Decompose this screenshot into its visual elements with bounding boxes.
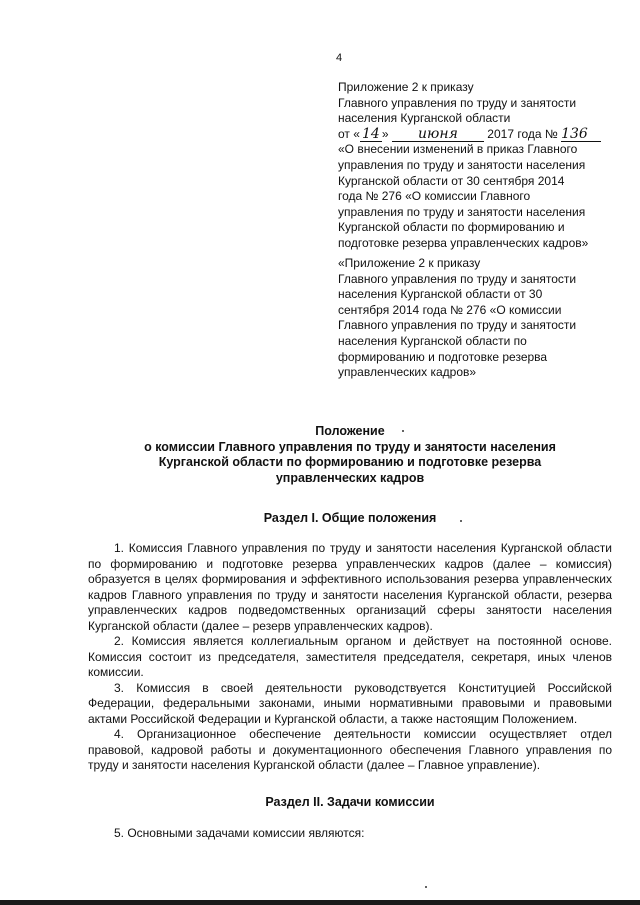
title-line: Положение bbox=[315, 424, 385, 438]
appendix-original-line: населения Курганской области по bbox=[338, 333, 527, 348]
date-day: 14 bbox=[360, 128, 382, 142]
section-1-heading: Раздел I. Общие положения bbox=[263, 511, 437, 525]
scan-speck bbox=[402, 430, 404, 432]
scan-speck bbox=[425, 886, 427, 888]
section-2-heading: Раздел II. Задачи комиссии bbox=[265, 795, 435, 809]
appendix-subject-line: года № 276 «О комиссии Главного bbox=[338, 189, 531, 204]
appendix-subject-line: «О внесении изменений в приказ Главного bbox=[338, 142, 578, 157]
paragraph: 4. Организационное обеспечение деятельности комиссии осуществляет отдел правовой, кадровой работы и документационного обеспечения Главного управления по труду и занятости населения Курганской области (далее – Главное управление). bbox=[88, 727, 612, 772]
appendix-subject-line: Курганской области от 30 сентября 2014 bbox=[338, 173, 565, 188]
appendix-line: Приложение 2 к приказу bbox=[338, 80, 474, 94]
scan-speck bbox=[460, 520, 462, 522]
appendix-line: Главного управления по труду и занятости bbox=[338, 95, 577, 110]
title-line: о комиссии Главного управления по труду и занятости населения bbox=[144, 439, 556, 454]
date-mid: » bbox=[381, 126, 389, 141]
date-suffix: 2017 года № bbox=[487, 126, 558, 141]
appendix-subject-line: управления по труду и занятости населения bbox=[338, 204, 586, 219]
date-prefix: от « bbox=[338, 126, 360, 141]
order-number: 136 bbox=[561, 128, 601, 142]
appendix-original-line: сентября 2014 года № 276 «О комиссии bbox=[338, 302, 562, 317]
paragraph: 3. Комиссия в своей деятельности руководствуется Конституцией Российской Федерации, федеральными законами, иными нормативными правовыми и правовыми актами Российской Федерации и Курганской области, а также настоящим Положением. bbox=[88, 680, 612, 726]
appendix-header bbox=[338, 80, 601, 252]
page-number: 4 bbox=[336, 52, 343, 64]
appendix-original-line: управленческих кадров» bbox=[338, 365, 477, 380]
paragraph: 5. Основными задачами комиссии являются: bbox=[114, 826, 365, 840]
appendix-original-line: Главного управления по труду и занятости bbox=[338, 271, 577, 286]
appendix-subject-line: Курганской области по формированию и bbox=[338, 220, 565, 235]
order-date-line bbox=[338, 127, 601, 143]
appendix-original-line: Главного управления по труду и занятости bbox=[338, 318, 577, 333]
title-line: управленческих кадров bbox=[275, 470, 425, 485]
scan-edge bbox=[0, 900, 640, 905]
appendix-subject-line: подготовке резерва управленческих кадров» bbox=[338, 235, 589, 250]
document-title bbox=[60, 424, 640, 486]
paragraph: 1. Комиссия Главного управления по труду и занятости населения Курганской области по формированию и подготовке резерва управленческих кадров (далее – комиссия) образуется в целях формирования и эффективного использования резерва управленческих кадров Главного управления по труду и занятости населения Курганской области, резерва управленческих кадров подведомственных организаций сферы занятости населения Курганской области (далее – резерв управленческих кадров). bbox=[88, 541, 612, 633]
appendix-original-line: населения Курганской области от 30 bbox=[338, 287, 543, 302]
appendix-original-line: формированию и подготовке резерва bbox=[338, 349, 548, 364]
appendix-original-line: «Приложение 2 к приказу bbox=[338, 256, 481, 270]
title-line: Курганской области по формированию и подготовке резерва bbox=[158, 455, 542, 469]
appendix-original bbox=[338, 256, 576, 381]
section-1-body bbox=[88, 541, 612, 774]
appendix-subject-line: управления по труду и занятости населения bbox=[338, 157, 586, 172]
appendix-line: населения Курганской области bbox=[338, 111, 511, 126]
paragraph: 2. Комиссия является коллегиальным органом и действует на постоянной основе. Комиссия состоит из председателя, заместителя председателя, секретаря, иных членов комиссии. bbox=[88, 634, 612, 679]
date-month: июня bbox=[392, 128, 484, 142]
section-2-body bbox=[88, 826, 612, 842]
